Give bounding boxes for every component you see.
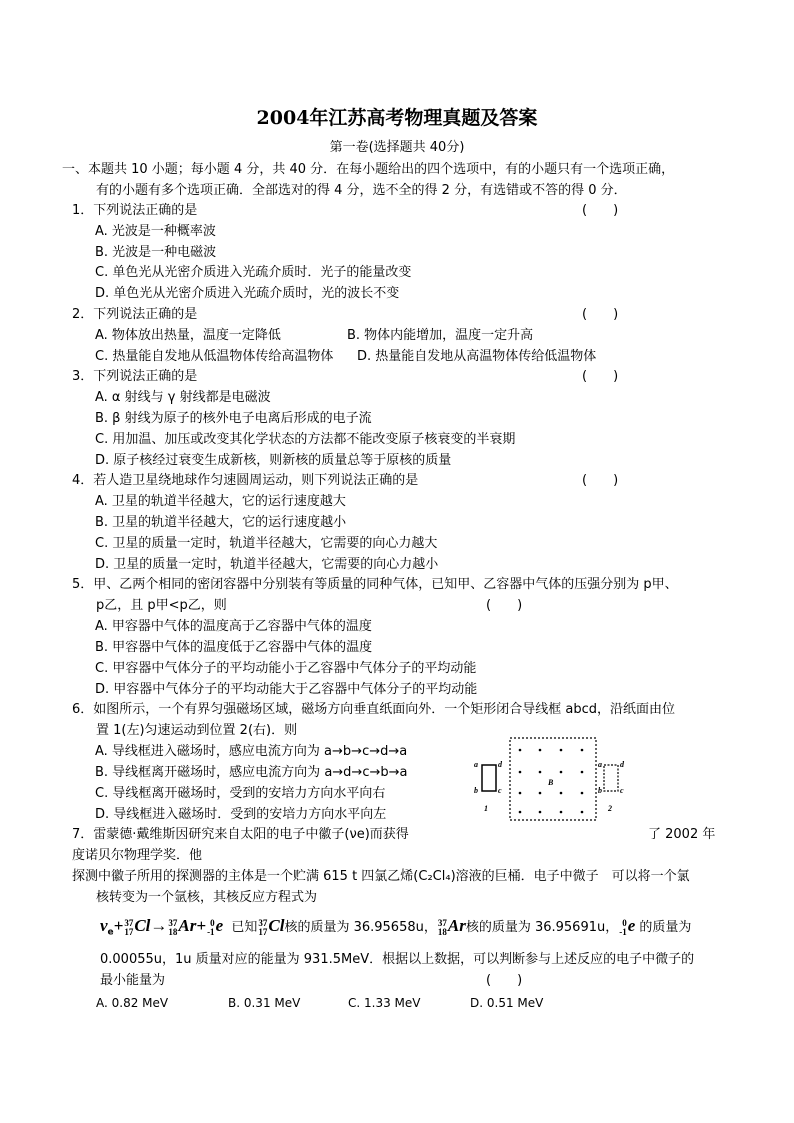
- electron-symbol: e: [215, 916, 224, 935]
- corner-label: a: [598, 760, 602, 769]
- isotope-numbers: 0 -1: [619, 917, 627, 937]
- question-1-stem: 1．下列说法正确的是: [72, 203, 198, 218]
- option: C. 导线框离开磁场时，受到的安培力方向水平向右: [95, 786, 386, 801]
- option: D. 单色光从光密介质进入光疏介质时，光的波长不变: [95, 286, 400, 301]
- option: B. 导线框离开磁场时，感应电流方向为 a→d→c→b→a: [95, 765, 408, 780]
- chlorine-symbol: Cl: [134, 916, 151, 935]
- isotope-numbers: 37 18: [437, 917, 447, 937]
- option: D. 原子核经过衰变生成新核，则新核的质量总等于原核的质量: [95, 453, 452, 468]
- subscript: e: [107, 927, 114, 938]
- answer-blank: ( ): [582, 307, 619, 322]
- nuclear-equation: [100, 916, 691, 943]
- answer-blank: ( ): [582, 203, 619, 218]
- isotope-numbers: 37 17: [124, 917, 134, 937]
- option: A. 0.82 MeV: [96, 996, 169, 1010]
- option: B. 光波是一种电磁波: [95, 245, 217, 260]
- position-label: 1: [484, 804, 488, 813]
- wire-frame-position-1: [482, 765, 496, 791]
- question-5-stem: 5．甲、乙两个相同的密闭容器中分别装有等质量的同种气体，已知甲、乙容器中气体的压强分别为 p甲、: [72, 577, 678, 592]
- question-7-stem: 探测中徽子所用的探测器的主体是一个贮满 615 t 四氯乙烯(C₂Cl₄)溶液的巨桶．电子中微子 可以将一个氯: [72, 869, 690, 884]
- question-2-stem: 2．下列说法正确的是: [72, 307, 198, 322]
- option: C. 1.33 MeV: [348, 996, 421, 1010]
- answer-blank: ( ): [582, 473, 619, 488]
- corner-label: c: [620, 786, 624, 795]
- isotope-numbers: 37 18: [168, 917, 178, 937]
- option: B. 卫星的轨道半径越大，它的运行速度越小: [95, 515, 347, 530]
- question-7-stem: 最小能量为: [100, 973, 166, 988]
- option: A. 光波是一种概率波: [95, 224, 216, 239]
- wire-frame-position-2: [604, 765, 618, 791]
- corner-label: d: [620, 760, 624, 769]
- answer-blank: ( ): [486, 598, 523, 613]
- text: 核的质量为 36.95658u，: [284, 920, 437, 935]
- question-5-stem: p乙，且 p甲<p乙，则: [96, 598, 227, 613]
- option: C. 甲容器中气体分子的平均动能小于乙容器中气体分子的平均动能: [95, 661, 477, 676]
- answer-blank: ( ): [486, 973, 523, 988]
- question-7-stem: 度诺贝尔物理学奖．他: [72, 848, 203, 863]
- page-title: 2004年江苏高考物理真题及答案: [256, 107, 538, 129]
- option: A. 物体放出热量，温度一定降低: [95, 328, 281, 343]
- corner-label: c: [498, 786, 502, 795]
- answer-blank: ( ): [582, 369, 619, 384]
- section-title: 第一卷(选择题共 40分): [329, 140, 465, 155]
- option: B. β 射线为原子的核外电子电离后形成的电子流: [95, 411, 372, 426]
- position-label: 2: [608, 804, 612, 813]
- corner-label: d: [498, 760, 502, 769]
- chlorine-symbol: Cl: [268, 916, 285, 935]
- option: D. 导线框进入磁场时．受到的安培力方向水平向左: [95, 807, 387, 822]
- option: D. 0.51 MeV: [470, 996, 544, 1010]
- option: B. 0.31 MeV: [228, 996, 301, 1010]
- field-label: B: [548, 778, 554, 787]
- arrow: →: [150, 916, 168, 935]
- question-7-stem: 7．雷蒙德·戴维斯因研究来自太阳的电子中徽子(νe)而获得: [72, 827, 409, 842]
- isotope-numbers: 37 17: [258, 917, 268, 937]
- electron-symbol: e: [627, 916, 636, 935]
- corner-label: b: [598, 786, 602, 795]
- question-7-stem: 了 2002 年: [648, 827, 716, 842]
- question-6-stem: 置 1(左)匀速运动到位置 2(右)．则: [96, 723, 298, 738]
- option: D. 甲容器中气体分子的平均动能大于乙容器中气体分子的平均动能: [95, 682, 478, 697]
- option: D. 卫星的质量一定时，轨道半径越大，它需要的向心力越小: [95, 557, 439, 572]
- option: B. 甲容器中气体的温度低于乙容器中气体的温度: [95, 640, 373, 655]
- plus: +: [113, 916, 124, 935]
- corner-label: a: [474, 760, 478, 769]
- neutrino-symbol: ν: [100, 916, 108, 935]
- argon-symbol: Ar: [178, 916, 197, 935]
- isotope-numbers: 0 -1: [207, 917, 215, 937]
- option: D. 热量能自发地从高温物体传给低温物体: [357, 349, 597, 364]
- option: A. 导线框进入磁场时，感应电流方向为 a→b→c→d→a: [95, 744, 408, 759]
- option: A. 甲容器中气体的温度高于乙容器中气体的温度: [95, 619, 372, 634]
- option: C. 用加温、加压或改变其化学状态的方法都不能改变原子核衰变的半衰期: [95, 432, 516, 447]
- question-7-stem: 核转变为一个氩核，其核反应方程式为: [96, 890, 318, 905]
- option: C. 卫星的质量一定时，轨道半径越大，它需要的向心力越大: [95, 536, 438, 551]
- option: C. 热量能自发地从低温物体传给高温物体: [95, 349, 334, 364]
- instructions: 有的小题有多个选项正确．全部选对的得 4 分，选不全的得 2 分，有选错或不答的得 0 分．: [96, 183, 627, 198]
- argon-symbol: Ar: [447, 916, 466, 935]
- text: 已知: [231, 920, 258, 935]
- option: A. 卫星的轨道半径越大，它的运行速度越大: [95, 494, 346, 509]
- question-4-stem: 4．若人造卫星绕地球作匀速圆周运动，则下列说法正确的是: [72, 473, 419, 488]
- question-6-stem: 6．如图所示，一个有界匀强磁场区域，磁场方向垂直纸面向外．一个矩形闭合导线框 abcd，沿纸面由位: [72, 702, 676, 717]
- question-3-stem: 3．下列说法正确的是: [72, 369, 198, 384]
- option: C. 单色光从光密介质进入光疏介质时．光子的能量改变: [95, 265, 412, 280]
- text: 核的质量为 36.95691u，: [465, 920, 619, 935]
- plus: +: [196, 916, 207, 935]
- text: 的质量为: [639, 920, 692, 935]
- option: B. 物体内能增加，温度一定升高: [347, 328, 534, 343]
- magnetic-field-figure: [460, 735, 630, 825]
- instructions: 一、本题共 10 小题；每小题 4 分，共 40 分．在每小题给出的四个选项中，有的小题只有一个选项正确，: [62, 162, 675, 177]
- option: A. α 射线与 γ 射线都是电磁波: [95, 390, 271, 405]
- corner-label: b: [474, 786, 478, 795]
- question-7-stem: 0.00055u，1u 质量对应的能量为 931.5MeV．根据以上数据，可以判断参与上述反应的电子中微子的: [100, 952, 695, 967]
